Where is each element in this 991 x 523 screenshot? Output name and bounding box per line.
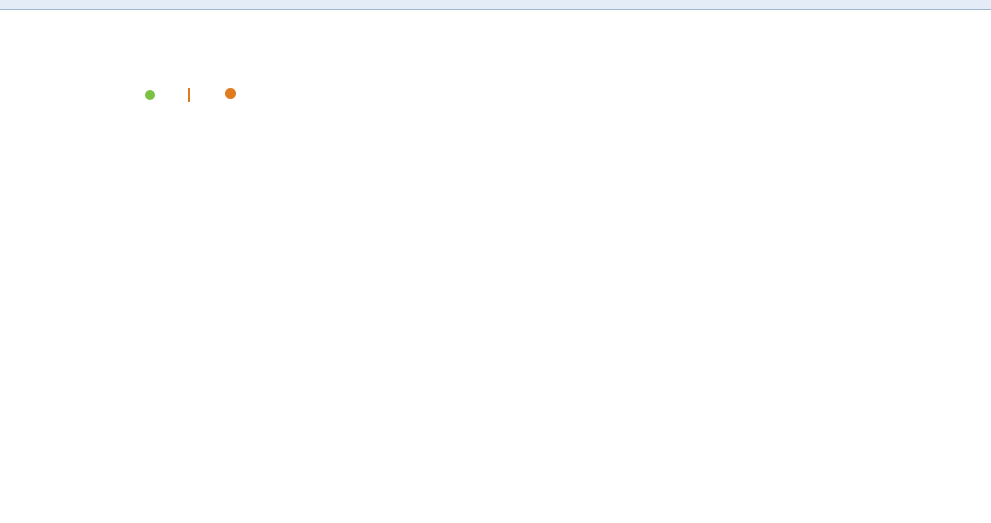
watermark-orange-dot (225, 88, 236, 99)
column-letter-header (0, 0, 991, 10)
watermark-green-dot (145, 90, 155, 100)
watermark-bar (188, 88, 190, 102)
